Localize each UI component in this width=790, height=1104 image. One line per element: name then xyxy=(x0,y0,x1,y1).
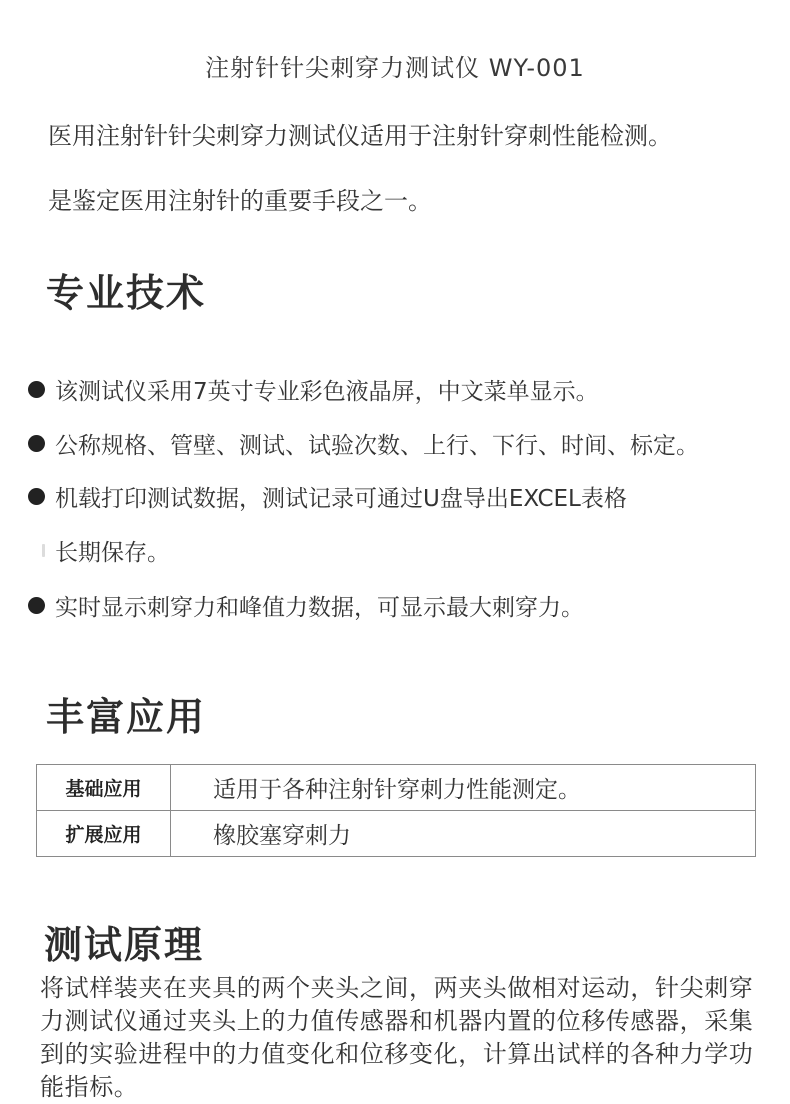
section-heading-principle: 测试原理 xyxy=(44,923,205,967)
bullet-text: 实时显示刺穿力和峰值力数据，可显示最大刺穿力。 xyxy=(55,594,584,621)
table-row xyxy=(37,811,756,857)
bullet-dot-icon xyxy=(28,381,45,398)
bullet-text: 公称规格、管壁、测试、试验次数、上行、下行、时间、标定。 xyxy=(55,432,699,459)
bullet-item xyxy=(28,372,599,406)
table-value-cell: 橡胶塞穿刺力 xyxy=(171,811,756,857)
table-value-cell: 适用于各种注射针穿刺力性能测定。 xyxy=(171,765,756,811)
table-label-cell: 扩展应用 xyxy=(37,811,171,857)
bullet-text: 该测试仪采用7英寸专业彩色液晶屏，中文菜单显示。 xyxy=(55,378,599,405)
bullet-dot-icon xyxy=(28,597,45,614)
intro-line-2: 是鉴定医用注射针的重要手段之一。 xyxy=(48,187,432,215)
bullet-item xyxy=(28,533,170,567)
principle-paragraph: 将试样装夹在夹具的两个夹头之间，两夹头做相对运动，针尖刺穿力测试仪通过夹头上的力值传感器和机器内置的位移传感器，采集到的实验进程中的力值变化和位移变化，计算出试样的各种力学功能指标。 xyxy=(40,974,754,1101)
bullet-item xyxy=(28,479,627,513)
bullet-faint-icon xyxy=(42,544,45,557)
applications-table xyxy=(36,764,756,857)
bullet-dot-icon xyxy=(28,435,45,452)
bullet-item xyxy=(28,426,699,460)
bullet-dot-icon xyxy=(28,488,45,505)
section-heading-tech: 专业技术 xyxy=(46,271,207,315)
page-title: 注射针针尖刺穿力测试仪 WY-001 xyxy=(205,54,585,82)
table-row xyxy=(37,765,756,811)
intro-line-1: 医用注射针针尖刺穿力测试仪适用于注射针穿刺性能检测。 xyxy=(48,122,672,150)
bullet-text: 机载打印测试数据，测试记录可通过U盘导出EXCEL表格 xyxy=(55,485,627,512)
bullet-item xyxy=(28,588,584,622)
table-label-cell: 基础应用 xyxy=(37,765,171,811)
bullet-text: 长期保存。 xyxy=(55,539,170,566)
section-heading-apps: 丰富应用 xyxy=(46,695,207,739)
